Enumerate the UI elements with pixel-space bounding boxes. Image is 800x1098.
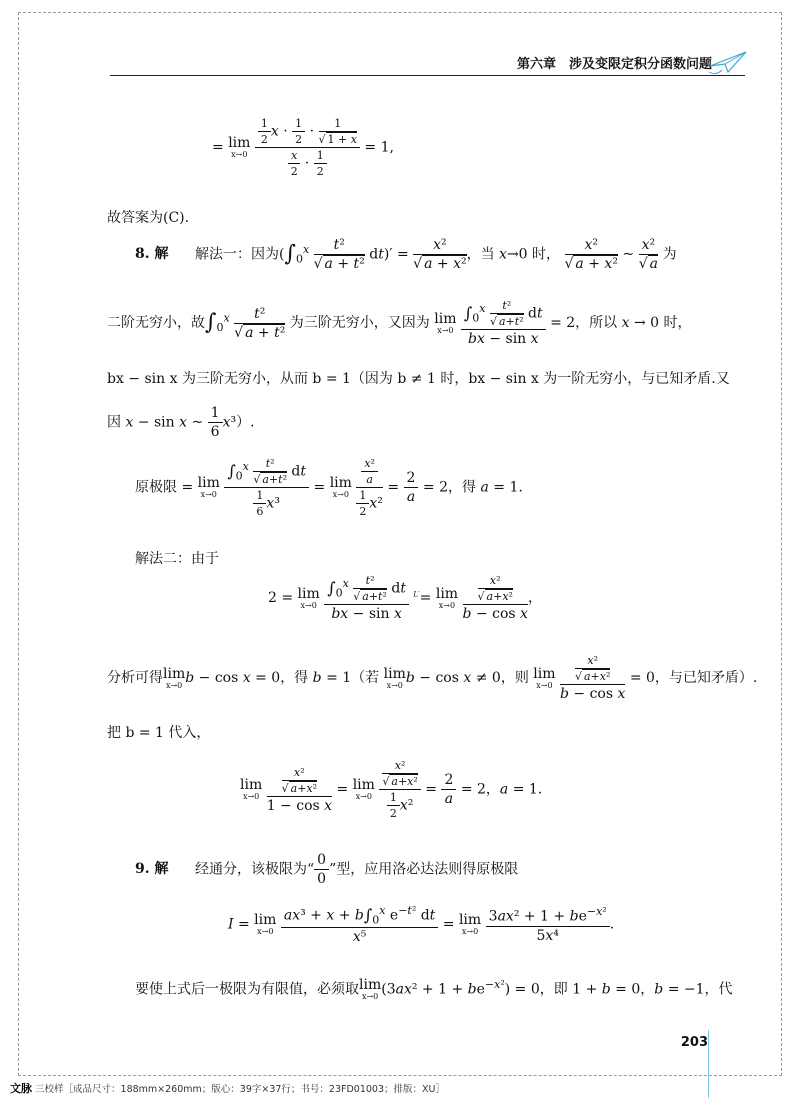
footer-spec: 三校样［成品尺寸：188mm×260mm；版心：39字×37行；书号：23FD01003；排版：XU］ <box>35 1084 445 1095</box>
footer-brand: 文脉 <box>10 1082 32 1095</box>
equation-line: 因 x − sin x ~ $\frac{1}{6}$ x³）. <box>107 405 255 440</box>
equation-line: 解法一：因为($\int_0^x$ $\frac{\text{t²}}{\text{√ a + t²}}$ dt)′ = $\frac{\text{x²}}{\text{√ a + x²}}$ ，当 x→0 时， $\frac{\text{x²}}{\text{√ a + x²}}$ ~ $\frac{\text{x²}}{√ a}$ 为 <box>195 237 677 272</box>
equation-line: 要使上式后一极限为有限值，必须取lim x→0 $(3ax^2 + 1 + be^{-x^2}) = 0$，即 1 + b = 0，b = −1，代 <box>135 977 733 1001</box>
solution-label: 9. 解 <box>135 861 169 877</box>
text-line: 解法二：由于 <box>135 551 219 567</box>
equation-line: 2 = lim x→0 $\int_0^x$ $\frac{\text{t²}}{\text{√ a+t²}}$ dt bx − sin x $^{L'}$= lim x→0 $\frac{\frac{\text{x²}}{\text{√ a+x²}}}{\text{b − cos x}}$ ， <box>268 574 542 622</box>
chapter-title: 第六章 涉及变限定积分函数问题 <box>516 57 712 72</box>
equation-line: 经通分，该极限为“ $\frac{0}{0}$ ”型，应用洛必达法则得原极限 <box>195 852 519 887</box>
equation-line: I = lim x→0 $\frac{ax^3 + x + b\int_0^x e^{-t^2} dt}{\text{x⁵}}$ = lim x→0 $\frac{3ax^2 + 1 + be^{-x^2}}{\text{5x⁴}}$ . <box>228 904 615 946</box>
text-line: 把 b = 1 代入， <box>107 725 211 741</box>
text-line: bx − sin x 为三阶无穷小，从而 b = 1（因为 b ≠ 1 时，bx − sin x 为一阶无穷小，与已知矛盾.又 <box>107 371 730 387</box>
equation-line: = lim x→0 $\frac{1}{2}$ x · $\frac{1}{2}$ · $\frac{1}{√ 1 + x}$ $\frac{x}{2}$ · $\frac{1}{2}$ = 1, <box>212 117 394 178</box>
page-number: 203 <box>680 1035 708 1050</box>
margin-rule <box>708 1030 709 1098</box>
footer <box>10 1080 445 1096</box>
equation-line: lim x→0 $\frac{\frac{\text{x²}}{\text{√ a+x²}}}{\text{1 − cos x}}$ = lim x→0 $\frac{\text{x²}}{\text{√ a+x²}}$ $\frac{1}{2}$ x² = $\frac{2}{a}$ = 2，a = 1. <box>240 759 543 820</box>
header-rule <box>110 75 745 76</box>
paper-plane-icon <box>708 48 748 78</box>
equation-line: 二阶无穷小，故$\int_0^x$ $\frac{\text{t²}}{\text{√ a + t²}}$ 为三阶无穷小，又因为 lim x→0 $\int_0^x$ $\frac{\text{t²}}{\text{√ a+t²}}$ dt bx − sin x = 2，所以 x → 0 时， <box>107 299 692 347</box>
solution-label: 8. 解 <box>135 246 169 262</box>
equation-line: 原极限 = lim x→0 $\int_0^x$ $\frac{\text{t²}}{\text{√ a+t²}}$ dt $\frac{1}{6}$ x³ = lim x→0 $\frac{\text{x²}}{a}$ $\frac{1}{2}$ x² = $\frac{2}{a}$ = 2，得 a = 1. <box>135 457 523 518</box>
text-line: 故答案为(C). <box>107 210 190 226</box>
equation-line: 分析可得lim x→0 b − cos x = 0，得 b = 1（若 lim x→0 b − cos x ≠ 0，则 lim x→0 $\frac{\frac{\text{x²}}{\text{√ a+x²}}}{\text{b − cos x}}$ = 0，与已知矛盾）. <box>107 654 758 702</box>
